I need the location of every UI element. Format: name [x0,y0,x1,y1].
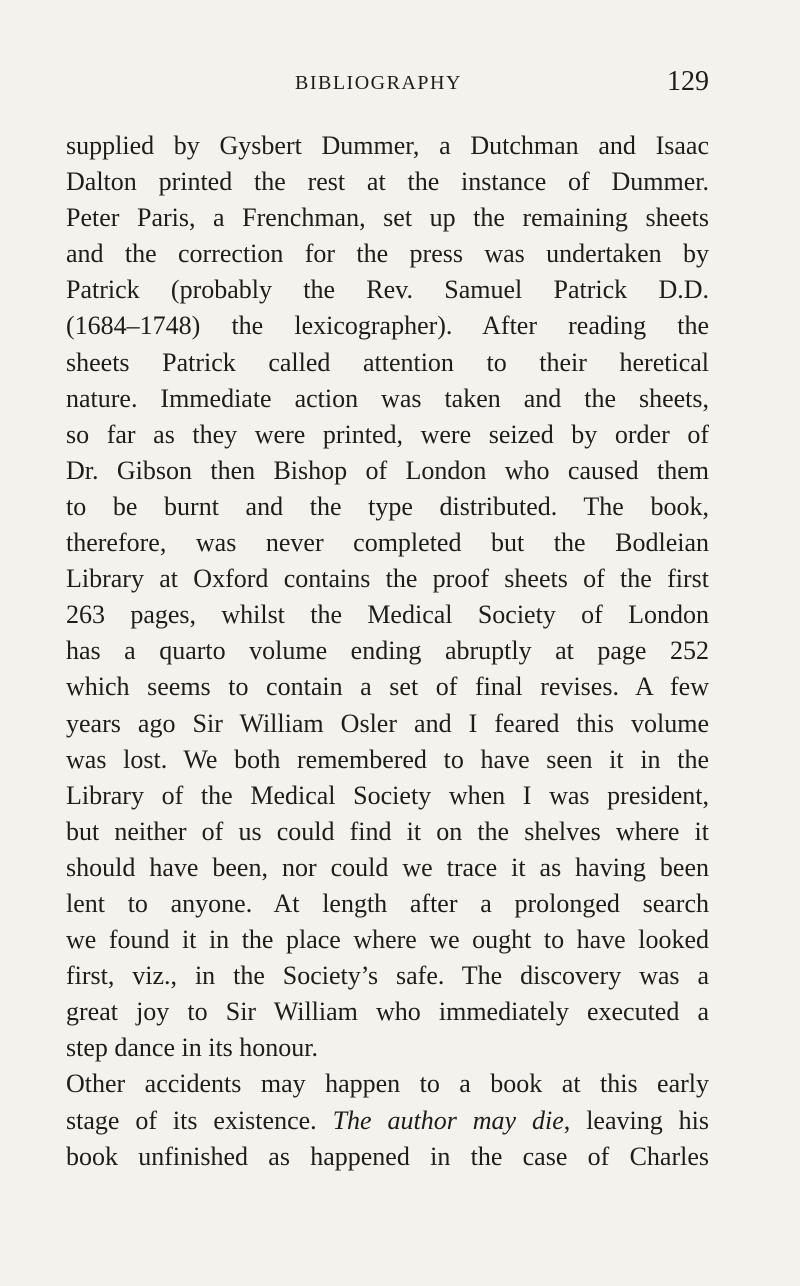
text-fragment: stage of its existence. [66,1105,333,1135]
paragraph-start-line: Other accidents may happen to a book at this early [66,1069,709,1099]
text-line: Peter Paris, a Frenchman, set up the remaining sheets [66,203,709,233]
text-line: should have been, nor could we trace it as having been [66,852,709,882]
text-line: years ago Sir William Osler and I feared this volume [66,708,709,738]
text-line: book unfinished as happened in the case of Charles [66,1141,709,1171]
text-line: has a quarto volume ending abruptly at page 252 [66,636,709,666]
text-line: lent to anyone. At length after a prolonged search [66,888,709,918]
text-line-with-italic [66,1103,709,1139]
text-line: step dance in its honour. [66,1033,319,1063]
text-line: which seems to contain a set of final revises. A few [66,672,709,702]
text-line: supplied by Gysbert Dummer, a Dutchman and Isaac [66,131,709,160]
text-line: and the correction for the press was undertaken by [66,239,709,269]
text-line: Dr. Gibson then Bishop of London who caused them [66,455,709,485]
text-line: so far as they were printed, were seized by order of [66,419,709,449]
running-title: BIBLIOGRAPHY [295,72,462,94]
page-number: 129 [667,66,709,97]
text-line: first, viz., in the Society’s safe. The discovery was a [66,961,709,991]
text-line: nature. Immediate action was taken and the sheets, [66,383,709,413]
text-line: 263 pages, whilst the Medical Society of London [66,600,709,630]
text-line: Patrick (probably the Rev. Samuel Patrick D.D. [66,275,709,305]
running-head [66,64,709,104]
text-line: Library at Oxford contains the proof sheets of the first [66,564,709,594]
text-fragment: , leaving his [563,1105,710,1135]
text-line: was lost. We both remembered to have seen it in the [66,744,709,774]
body-text [66,128,709,1175]
text-line: Dalton printed the rest at the instance of Dummer. [66,167,709,197]
text-line: but neither of us could find it on the shelves where it [66,816,709,846]
text-line: Library of the Medical Society when I was president, [66,780,709,810]
italic-phrase: The author may die [332,1105,564,1135]
text-line: we found it in the place where we ought to have looked [66,925,709,955]
text-line: sheets Patrick called attention to their heretical [66,347,709,377]
text-line: (1684–1748) the lexicographer). After reading the [66,311,709,341]
text-line: therefore, was never completed but the Bodleian [66,528,709,558]
text-line: to be burnt and the type distributed. The book, [66,491,709,521]
text-line: great joy to Sir William who immediately executed a [66,997,709,1027]
